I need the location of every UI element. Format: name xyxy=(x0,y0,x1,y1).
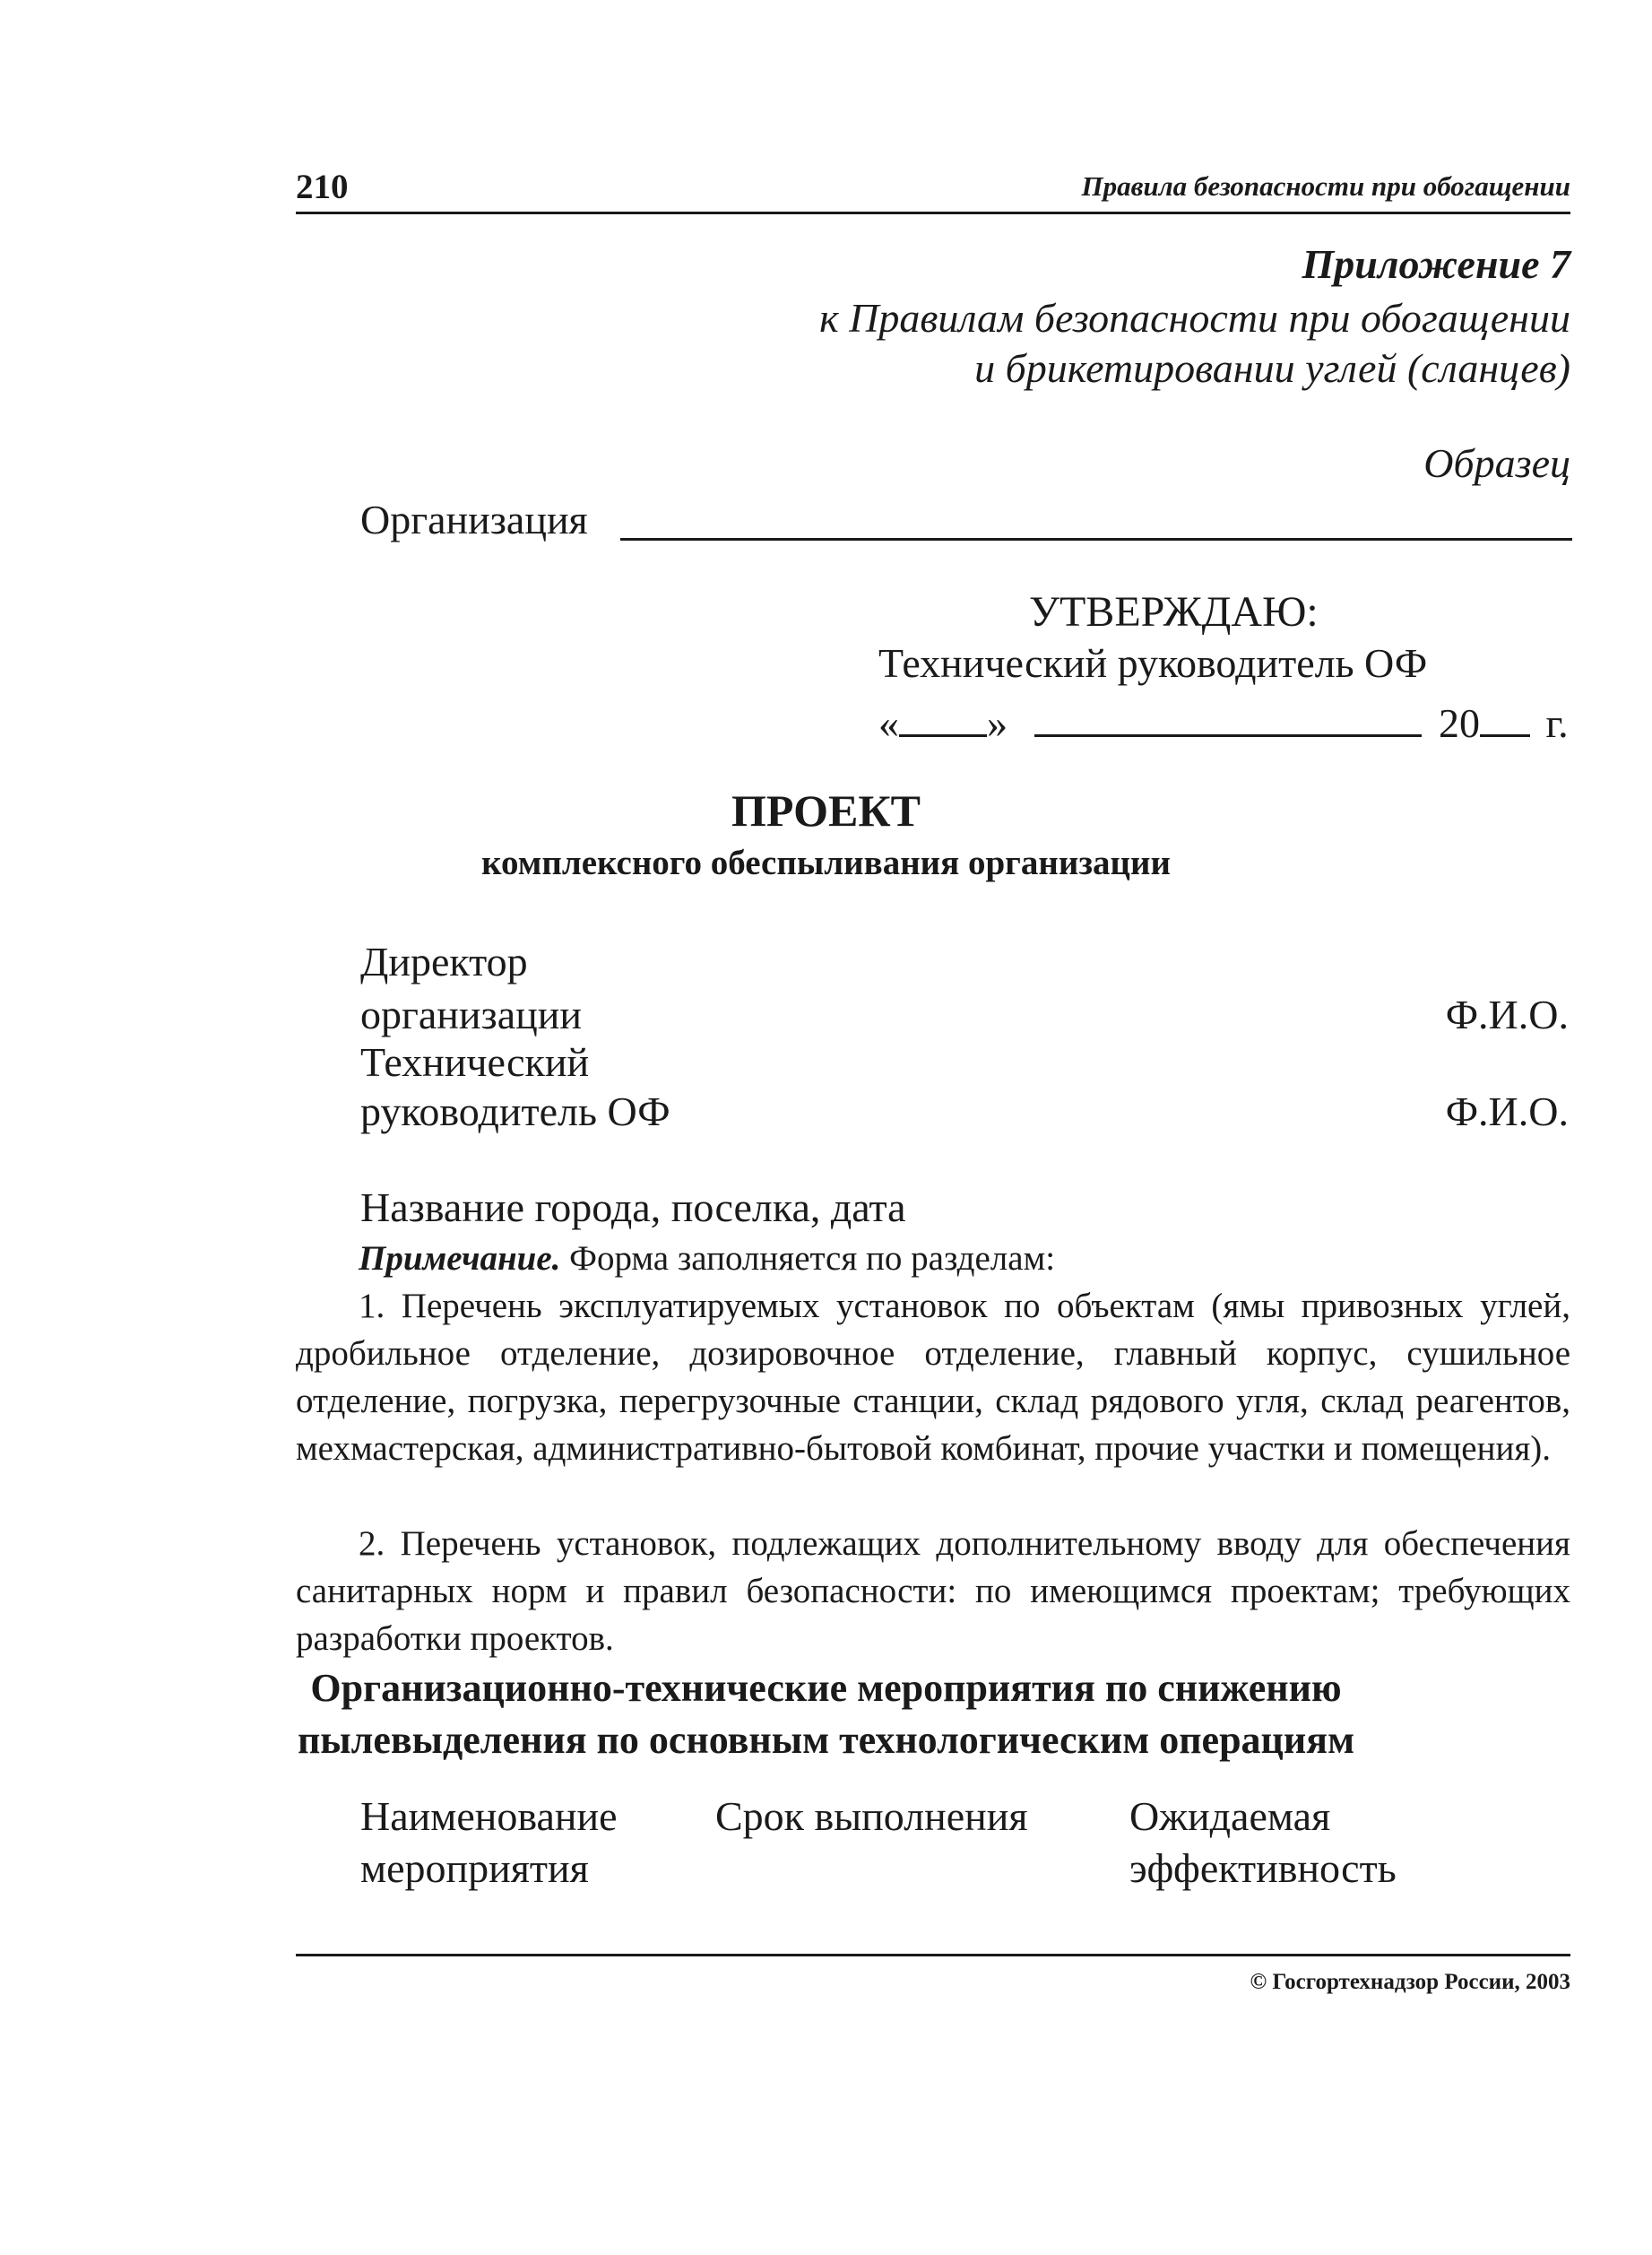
month-blank xyxy=(1034,695,1422,737)
table-column-efficiency: Ожидаемая эффективность xyxy=(1129,1793,1397,1891)
page-number: 210 xyxy=(296,168,349,206)
project-subtitle: комплексного обеспыливания организации xyxy=(481,844,1171,882)
note-item-1: 1. Перечень эксплуатируемых установок по объектам (ямы привозных углей, дробильное отделение, дозировочное отделение, главный корпус, сушильное отделение, погрузка, перегрузочные станции, склад рядового угля, склад реагентов, мехмастерская, административно-бытовой комбинат, прочие участки и помещения). xyxy=(296,1287,1570,1468)
sample-label: Образец xyxy=(1423,440,1570,486)
signatory-director-line2: организации xyxy=(360,992,582,1037)
note-text: Форма заполняется по разделам: xyxy=(569,1239,1056,1278)
appendix-line-2: и брикетировании углей (сланцев) xyxy=(974,345,1570,391)
note-heading xyxy=(296,1235,1570,1282)
running-title: Правила безопасности при обогащении xyxy=(1081,170,1570,202)
quote-close: » xyxy=(987,700,1008,746)
year-prefix: 20 xyxy=(1439,700,1480,746)
signatory-tech-line2: руководитель ОФ xyxy=(360,1088,670,1134)
footer-rule xyxy=(296,1954,1570,1956)
note-item-2: 2. Перечень установок, подлежащих дополнительному вводу для обеспечения санитарных норм и правил безопасности: по имеющимся проектам; требующих разработки проектов. xyxy=(296,1524,1570,1658)
organization-fill-line xyxy=(620,538,1572,541)
table-column-name: Наименование мероприятия xyxy=(360,1793,618,1891)
appendix-title: Приложение 7 xyxy=(1302,241,1570,287)
table-column-deadline: Срок выполнения xyxy=(715,1793,1028,1839)
section-title-line-1: Организационно-технические мероприятия по снижению xyxy=(310,1666,1342,1710)
quote-open: « xyxy=(878,700,899,746)
signatory-tech-name: Ф.И.О. xyxy=(1445,1088,1569,1134)
note-label: Примечание. xyxy=(359,1239,561,1278)
day-blank xyxy=(899,695,987,737)
header-rule xyxy=(296,212,1570,214)
signatory-director-name: Ф.И.О. xyxy=(1445,992,1569,1037)
approval-date-row xyxy=(878,695,1573,749)
signatory-director-line1: Директор xyxy=(360,939,528,984)
footer-copyright: © Госгортехнадзор России, 2003 xyxy=(1250,1970,1570,1994)
appendix-line-1: к Правилам безопасности при обогащении xyxy=(819,295,1570,341)
project-title: ПРОЕКТ xyxy=(731,785,921,836)
approval-title: УТВЕРЖДАЮ: xyxy=(1029,588,1319,636)
year-suffix: г. xyxy=(1545,700,1569,746)
approval-role: Технический руководитель ОФ xyxy=(878,640,1428,686)
city-date: Название города, поселка, дата xyxy=(360,1184,906,1230)
signatory-tech-line1: Технический xyxy=(360,1039,590,1085)
year-blank xyxy=(1480,695,1530,737)
organization-label: Организация xyxy=(360,497,588,542)
section-title-line-2: пылевыделения по основным технологическим операциям xyxy=(297,1718,1355,1762)
